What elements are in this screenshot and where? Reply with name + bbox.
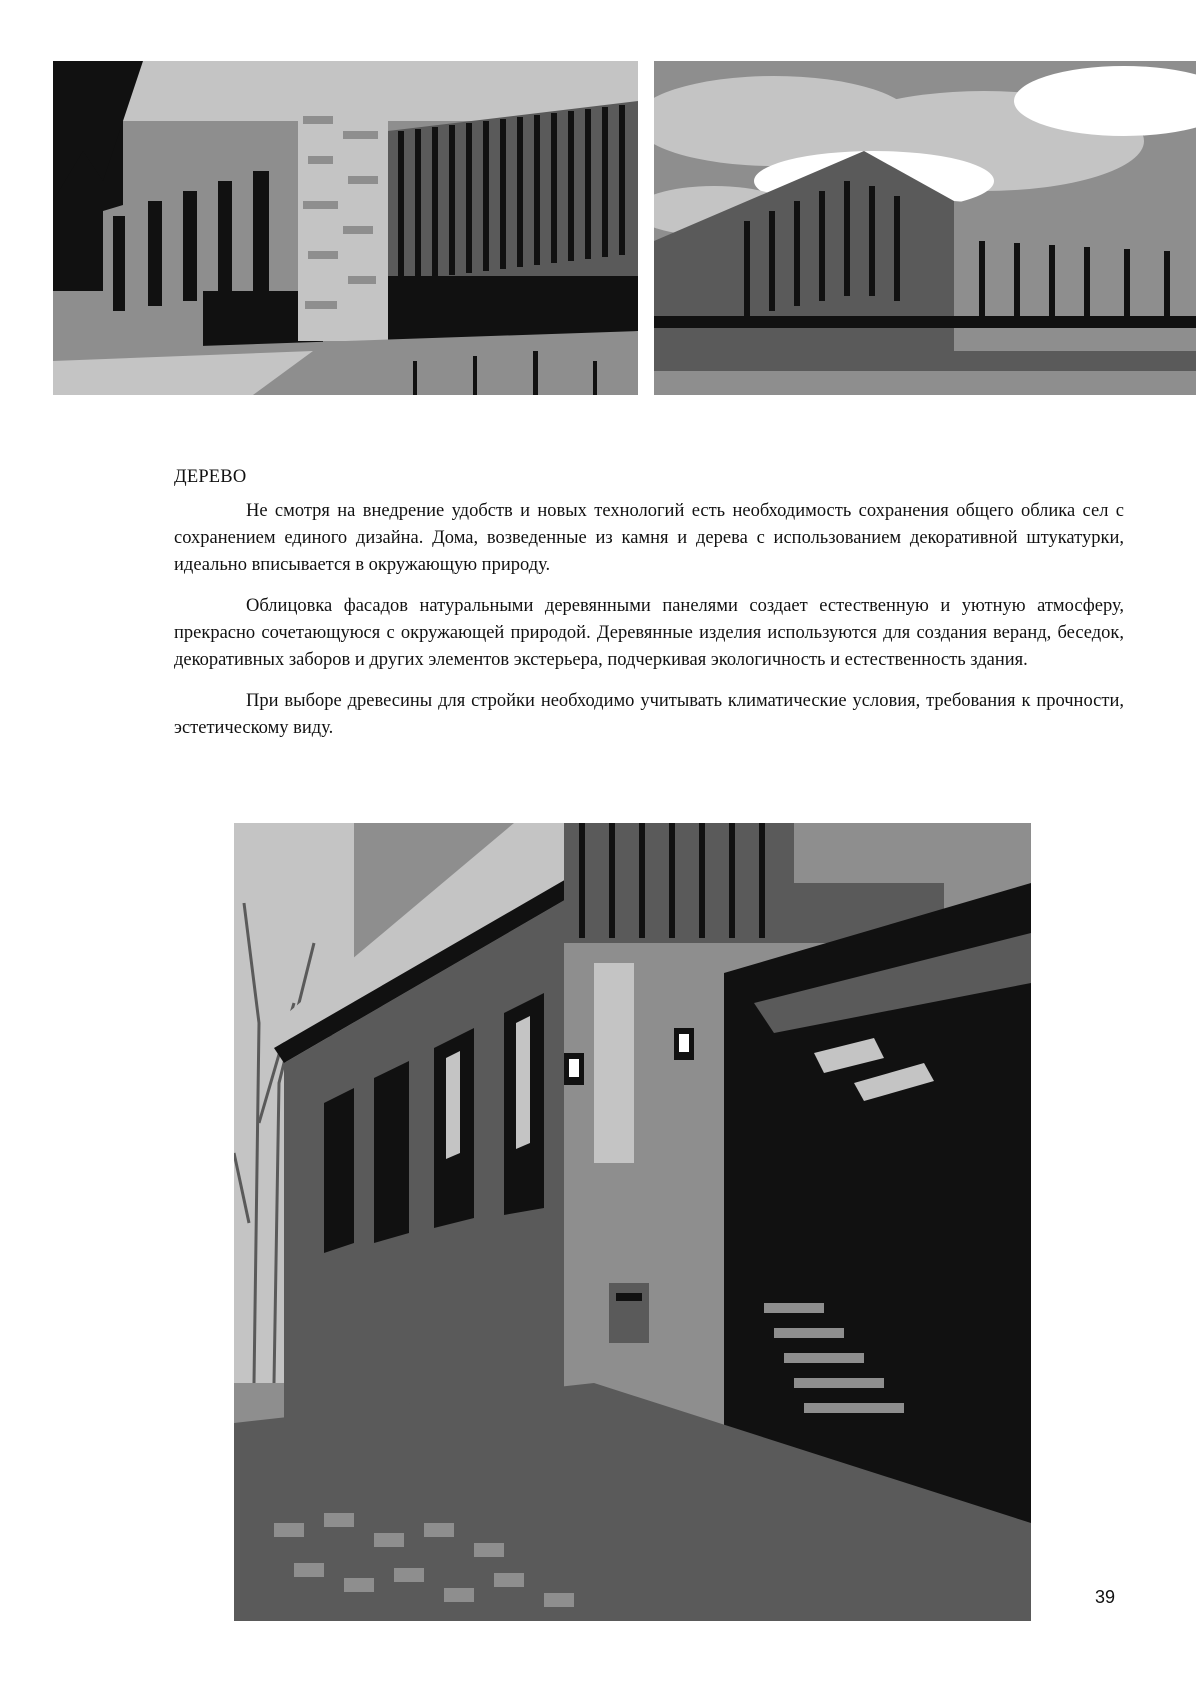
photo-facade-with-passage xyxy=(234,823,1031,1621)
page-number: 39 xyxy=(1095,1587,1116,1607)
paragraph: Облицовка фасадов натуральными деревянными панелями создает естественную и уютную атмосферу, прекрасно сочетающуюся с окружающей природой. Деревянные изделия используются для создания веранд, беседок, декоративных заборов и других элементов экстерьера, подчеркивая экологичность и естественность здания. xyxy=(174,596,1124,670)
section-heading: ДЕРЕВО xyxy=(174,467,247,487)
photo-building-brick-and-slats xyxy=(53,61,638,395)
photo-building-cloudy-sky xyxy=(654,61,1196,395)
section-text xyxy=(174,464,1124,756)
paragraph: Не смотря на внедрение удобств и новых технологий есть необходимость сохранения общего облика сел с сохранением единого дизайна. Дома, возведенные из камня и дерева с использованием декоративной штукатурки, идеально вписывается в окружающую природу. xyxy=(174,501,1124,575)
paragraph: При выборе древесины для стройки необходимо учитывать климатические условия, требования к прочности, эстетическому виду. xyxy=(174,691,1124,738)
